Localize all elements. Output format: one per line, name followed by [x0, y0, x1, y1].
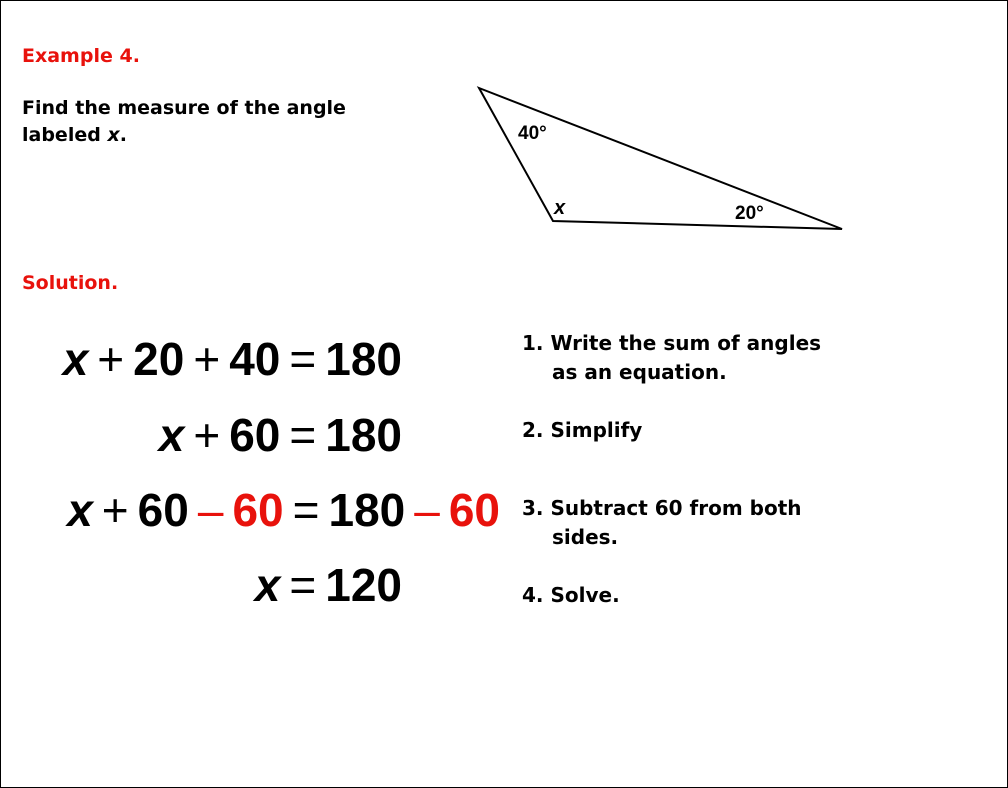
angle-label-x: x — [554, 197, 566, 219]
step-3-line-1: 3. Subtract 60 from both — [522, 496, 802, 520]
equation-3 — [67, 480, 500, 540]
eq-term: 60 — [137, 484, 189, 536]
eq-operator: + — [101, 484, 129, 536]
step-2-line-1: 2. Simplify — [522, 418, 643, 442]
triangle-diagram — [471, 81, 861, 251]
eq-term: x — [158, 409, 185, 461]
equation-2 — [159, 405, 402, 465]
solution-title: Solution. — [22, 272, 119, 294]
equation-4 — [255, 555, 402, 615]
eq-term: 180 — [325, 333, 402, 385]
eq-operator: = — [289, 333, 317, 385]
example-title: Example 4. — [22, 45, 140, 67]
step-3 — [522, 494, 802, 552]
eq-operator: = — [289, 409, 317, 461]
step-1-line-2: as an equation. — [552, 360, 727, 384]
eq-operator: + — [97, 333, 125, 385]
problem-statement — [22, 95, 346, 149]
step-4 — [522, 581, 620, 610]
eq-term: x — [67, 484, 93, 536]
angle-label-40: 40° — [518, 123, 547, 144]
eq-subtract-term: 60 — [232, 484, 284, 536]
eq-operator: + — [193, 409, 221, 461]
triangle-outline — [479, 88, 842, 229]
eq-subtract-term: 60 — [448, 484, 500, 536]
eq-operator: + — [193, 333, 221, 385]
eq-term: 60 — [229, 409, 281, 461]
step-2 — [522, 416, 642, 445]
eq-subtract-operator: – — [197, 484, 224, 536]
step-1 — [522, 329, 821, 387]
eq-operator: = — [289, 559, 317, 611]
step-1-line-1: 1. Write the sum of angles — [522, 331, 822, 355]
eq-term: x — [62, 333, 89, 385]
eq-term: 120 — [325, 559, 402, 611]
step-4-line-1: 4. Solve. — [522, 583, 620, 607]
problem-line-1: Find the measure of the angle — [22, 97, 346, 119]
problem-line-2-prefix: labeled — [22, 124, 108, 146]
problem-line-2-suffix: . — [119, 124, 127, 146]
eq-subtract-operator: – — [414, 484, 440, 536]
eq-term: 20 — [133, 333, 185, 385]
eq-term: 180 — [325, 409, 402, 461]
eq-term: 40 — [229, 333, 281, 385]
eq-term: 180 — [328, 484, 406, 536]
eq-operator: = — [292, 484, 320, 536]
angle-label-20: 20° — [735, 203, 764, 224]
problem-variable: x — [107, 124, 120, 146]
equation-1 — [63, 329, 402, 389]
eq-term: x — [254, 559, 281, 611]
step-3-line-2: sides. — [552, 525, 619, 549]
